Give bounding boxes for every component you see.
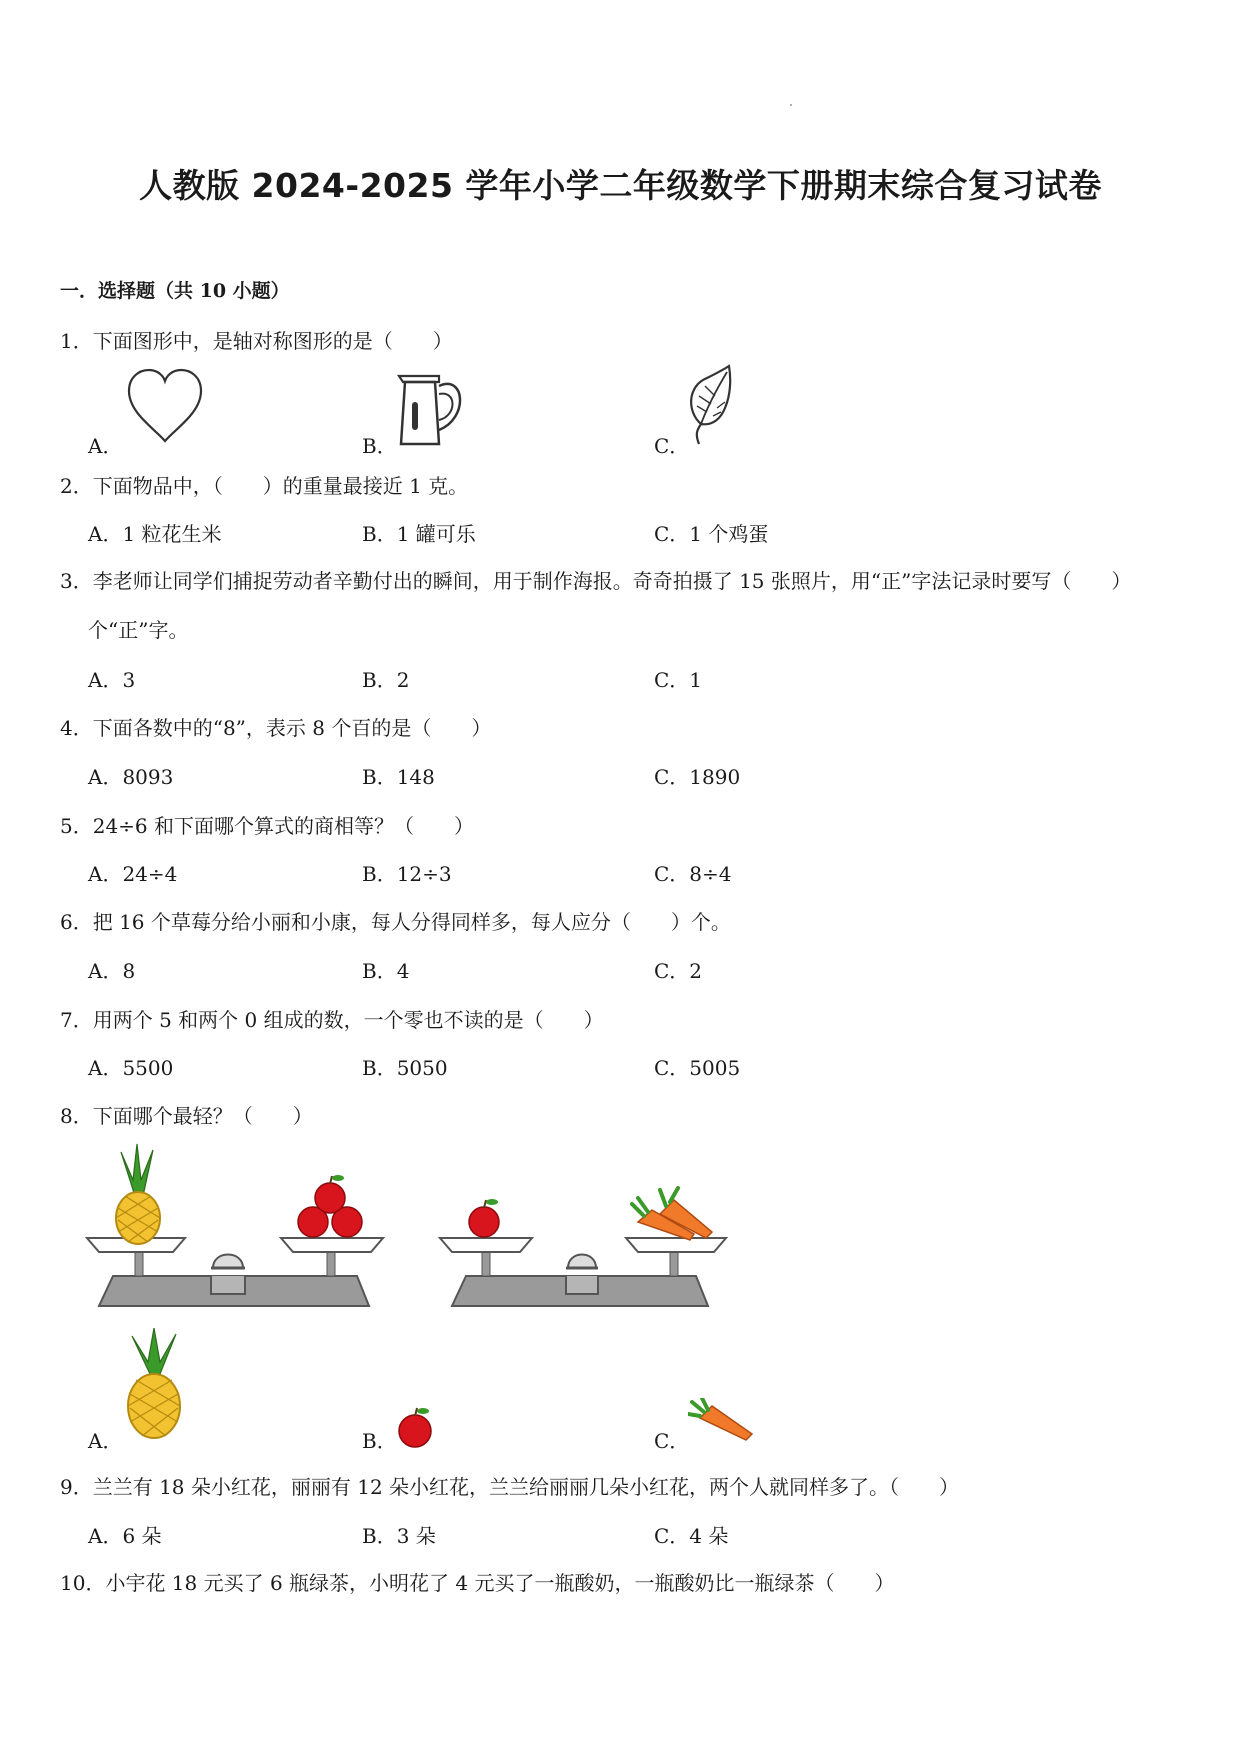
- question-9-option-b: B．3 朵: [362, 1524, 436, 1548]
- question-6-option-b: B．4: [362, 959, 410, 983]
- question-1-option-a: A．: [88, 434, 123, 458]
- question-2-option-c: C．1 个鸡蛋: [654, 522, 769, 546]
- question-2-option-a: A．1 粒花生米: [88, 522, 222, 546]
- question-4-option-a: A．8093: [88, 765, 174, 789]
- page-title: 人教版 2024-2025 学年小学二年级数学下册期末综合复习试卷: [139, 166, 1102, 205]
- pineapple-icon: [122, 1328, 186, 1440]
- question-8-option-b: B．: [362, 1429, 397, 1453]
- question-9-option-a: A．6 朵: [88, 1524, 162, 1548]
- header-dot: [790, 104, 792, 106]
- question-2-stem: 2．下面物品中，（ ）的重量最接近 1 克。: [60, 474, 469, 498]
- question-4-option-b: B．148: [362, 765, 435, 789]
- question-9-stem: 9．兰兰有 18 朵小红花，丽丽有 12 朵小红花，兰兰给丽丽几朵小红花，两个人就同样多了。（ ）: [60, 1475, 960, 1499]
- question-7-option-b: B．5050: [362, 1056, 448, 1080]
- question-5-option-a: A．24÷4: [88, 862, 178, 886]
- question-3-option-c: C．1: [654, 668, 703, 692]
- question-7-option-c: C．5005: [654, 1056, 741, 1080]
- question-4-stem: 4．下面各数中的“8”，表示 8 个百的是（ ）: [60, 716, 492, 740]
- question-7-option-a: A．5500: [88, 1056, 174, 1080]
- question-3-stem-line2: 个“正”字。: [88, 618, 189, 642]
- question-2-option-b: B．1 罐可乐: [362, 522, 476, 546]
- question-8-stem: 8．下面哪个最轻？（ ）: [60, 1104, 313, 1128]
- question-8-option-c: C．: [654, 1429, 690, 1453]
- question-5-option-b: B．12÷3: [362, 862, 452, 886]
- section-heading: 一．选择题（共 10 小题）: [60, 280, 290, 302]
- question-6-option-c: C．2: [654, 959, 703, 983]
- question-3-option-a: A．3: [88, 668, 136, 692]
- question-5-stem: 5．24÷6 和下面哪个算式的商相等？（ ）: [60, 814, 475, 838]
- apple-icon: [395, 1405, 435, 1449]
- question-7-stem: 7．用两个 5 和两个 0 组成的数，一个零也不读的是（ ）: [60, 1008, 604, 1032]
- question-1-option-b: B．: [362, 434, 397, 458]
- question-9-option-c: C．4 朵: [654, 1524, 729, 1548]
- question-5-option-c: C．8÷4: [654, 862, 732, 886]
- question-3-option-b: B．2: [362, 668, 410, 692]
- balance-scale-1: [85, 1140, 385, 1320]
- heart-icon: [125, 367, 205, 447]
- carrot-icon: [688, 1398, 754, 1442]
- balance-scale-2: [438, 1140, 728, 1320]
- question-6-option-a: A．8: [88, 959, 136, 983]
- kettle-icon: [395, 368, 470, 448]
- question-6-stem: 6．把 16 个草莓分给小丽和小康，每人分得同样多，每人应分（ ）个。: [60, 910, 731, 934]
- question-8-option-a: A．: [88, 1429, 123, 1453]
- question-10-stem: 10．小宇花 18 元买了 6 瓶绿茶，小明花了 4 元买了一瓶酸奶，一瓶酸奶比一瓶绿茶（ ）: [60, 1571, 895, 1595]
- question-3-stem-line1: 3．李老师让同学们捕捉劳动者辛勤付出的瞬间，用于制作海报。奇奇拍摄了 15 张照片，用“正”字法记录时要写（ ）: [60, 569, 1132, 593]
- leaf-icon: [685, 364, 735, 446]
- question-4-option-c: C．1890: [654, 765, 741, 789]
- question-1-option-c: C．: [654, 434, 690, 458]
- question-1-stem: 1．下面图形中，是轴对称图形的是（ ）: [60, 329, 453, 353]
